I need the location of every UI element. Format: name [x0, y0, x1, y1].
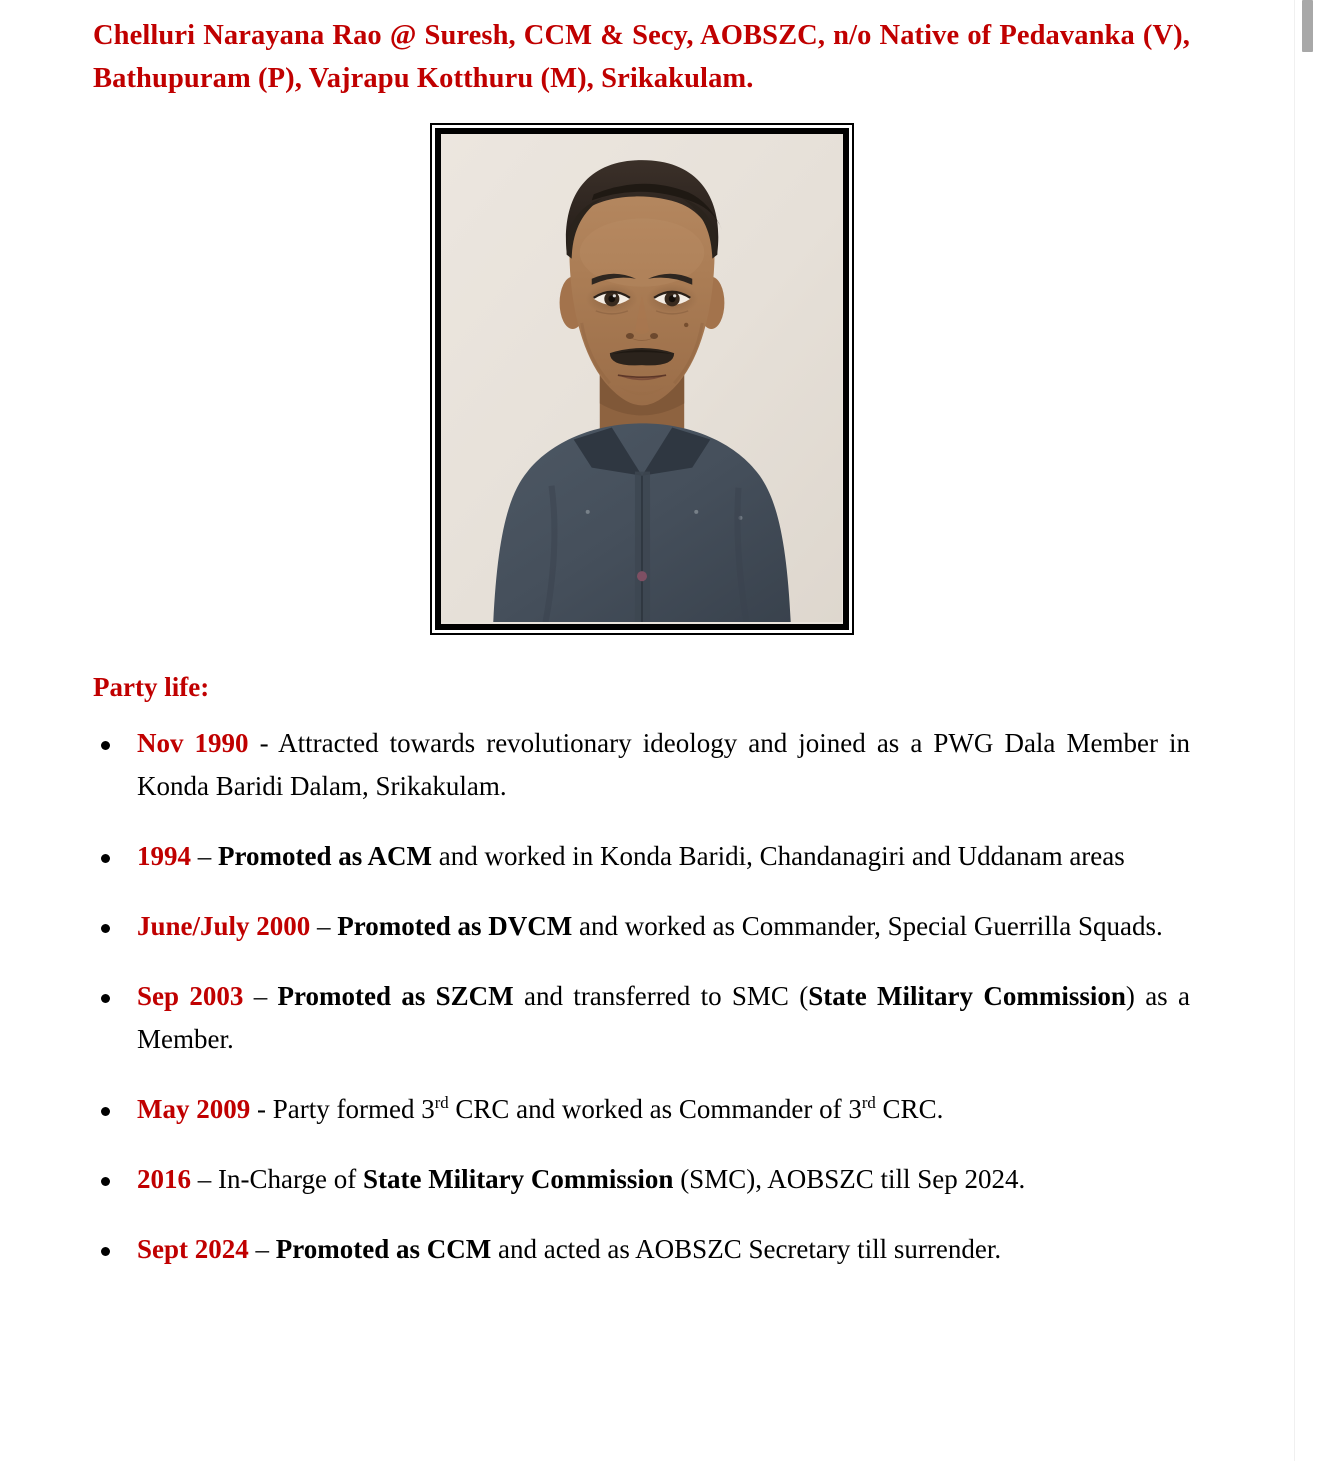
list-item	[93, 905, 1190, 948]
portrait-photo	[441, 134, 843, 622]
entry-text: and worked in Konda Baridi, Chandanagiri and Uddanam areas	[431, 841, 1125, 871]
entry-bold-text: Promoted as CCM	[275, 1234, 492, 1264]
photo-container	[93, 123, 1190, 635]
entry-separator: –	[191, 841, 218, 871]
page-title: Chelluri Narayana Rao @ Suresh, CCM & Secy, AOBSZC, n/o Native of Pedavanka (V), Bathupuram (P), Vajrapu Kotthuru (M), Srikakulam.	[93, 20, 1190, 94]
list-item	[93, 722, 1190, 808]
entry-separator: –	[310, 911, 338, 941]
list-item	[93, 1158, 1190, 1201]
document-body	[93, 14, 1190, 1298]
entry-date: 2016	[137, 1164, 191, 1194]
entry-bold-text: Promoted as SZCM	[277, 981, 514, 1011]
entry-text-2: (SMC), AOBSZC till Sep 2024.	[673, 1164, 1026, 1194]
list-item	[93, 975, 1190, 1061]
entry-date: May 2009	[137, 1094, 251, 1124]
entry-bold-text-2: State Military Commission	[362, 1164, 674, 1194]
entry-bold-text: Promoted as DVCM	[337, 911, 573, 941]
entry-text: In-Charge of	[218, 1164, 363, 1194]
entry-text: Attracted towards revolutionary ideology and joined as a PWG Dala Member in Konda Baridi Dalam, Srikakulam.	[137, 728, 1190, 801]
party-life-list	[93, 704, 1190, 1271]
entry-date: Nov 1990	[137, 728, 249, 758]
entry-text: and acted as AOBSZC Secretary till surrender.	[491, 1234, 1002, 1264]
entry-bold-text-2: State Military Commission	[808, 981, 1126, 1011]
entry-text: Party formed 3rd CRC and worked as Commander of 3rd CRC.	[272, 1093, 944, 1124]
entry-date: June/July 2000	[137, 911, 311, 941]
entry-text-2: ) as a Member.	[137, 981, 1190, 1054]
list-item	[93, 835, 1190, 878]
entry-separator: -	[248, 728, 279, 758]
entry-separator: -	[250, 1094, 273, 1124]
list-item	[93, 1088, 1190, 1131]
entry-date: Sept 2024	[137, 1234, 249, 1264]
photo-inner-border	[435, 128, 849, 630]
entry-text: and worked as Commander, Special Guerrilla Squads.	[572, 911, 1163, 941]
entry-bold-text: Promoted as ACM	[218, 841, 432, 871]
section-heading-party-life: Party life:	[93, 672, 210, 702]
entry-separator: –	[191, 1164, 218, 1194]
vertical-scrollbar-track[interactable]	[1294, 0, 1320, 1461]
vertical-scrollbar-thumb[interactable]	[1302, 0, 1313, 52]
entry-date: Sep 2003	[137, 981, 244, 1011]
entry-separator: –	[243, 981, 278, 1011]
photo-frame	[430, 123, 854, 635]
list-item	[93, 1228, 1190, 1271]
entry-date: 1994	[137, 841, 191, 871]
entry-separator: –	[248, 1234, 276, 1264]
entry-text: and transferred to SMC (	[513, 981, 809, 1011]
